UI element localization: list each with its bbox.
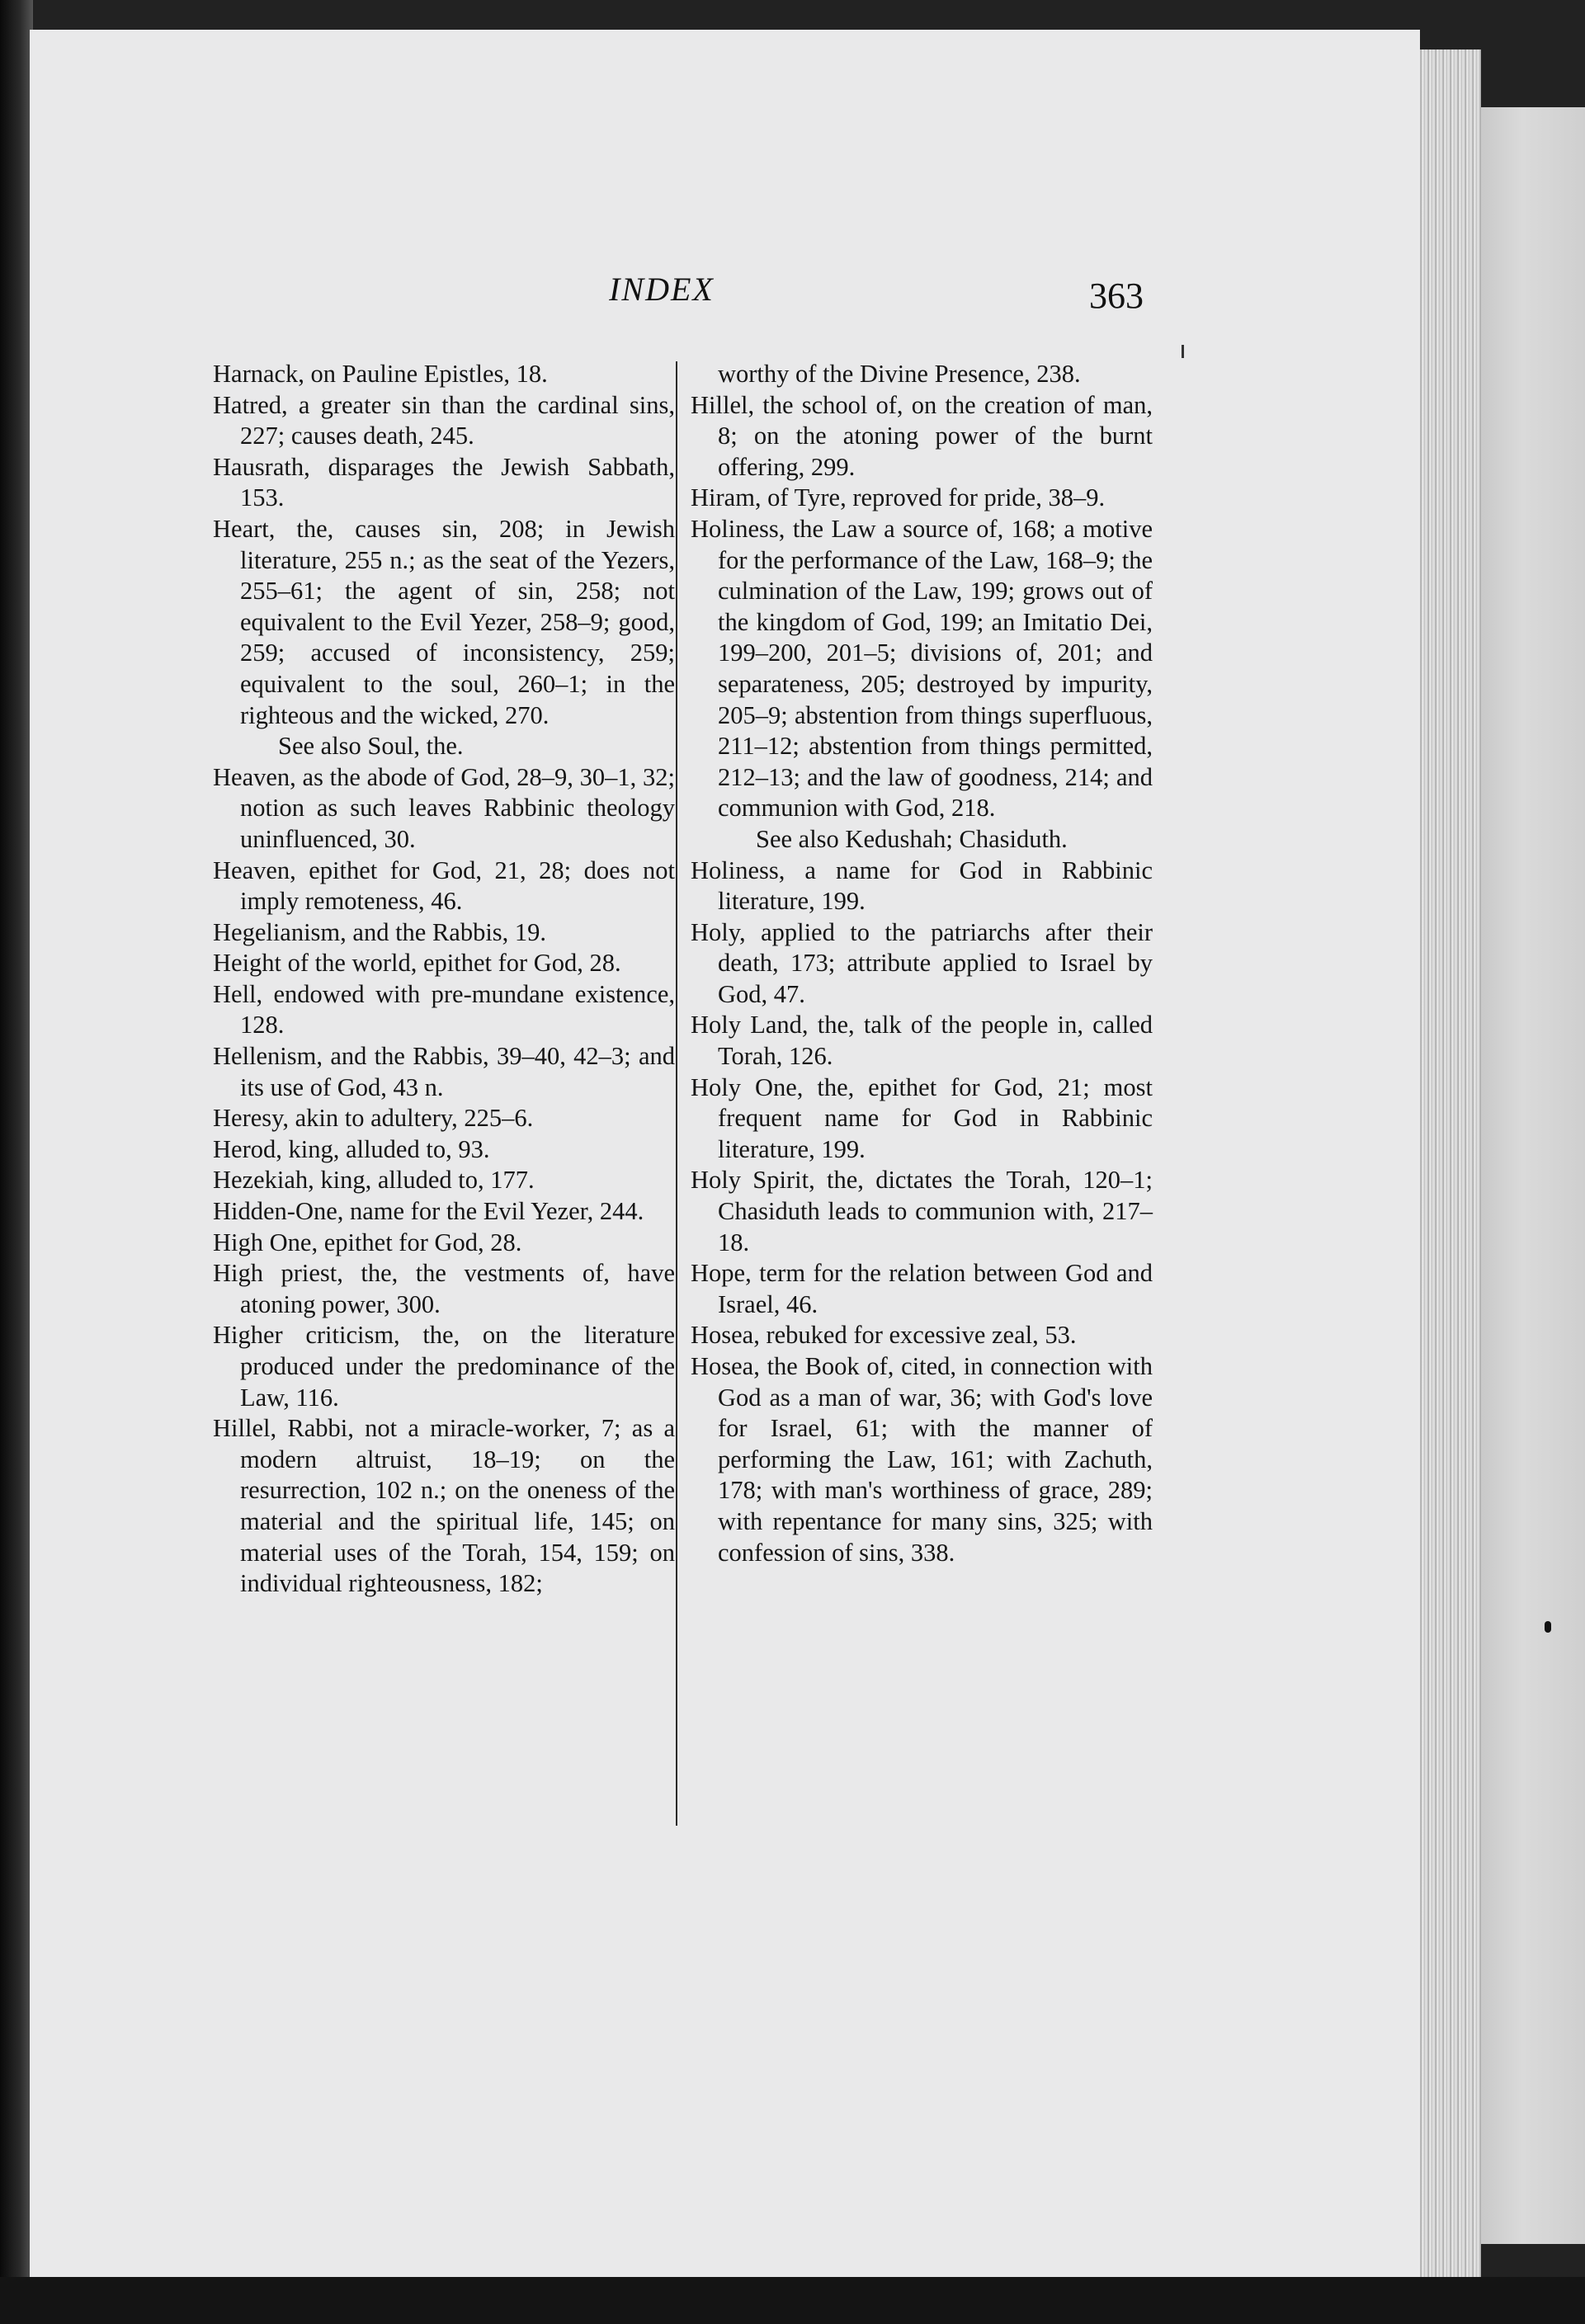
- index-entry: Holiness, the Law a source of, 168; a motive for the performance of the Law, 168–9; the culmination of the Law, 199; grows out of the kingdom of God, 199; an Imitatio Dei, 199–200, 201–5; divisions of, 201; and separateness, 205; destroyed by impurity, 205–9; abstention from things superfluous, 211–12; abstention from things permitted, 212–13; and the law of goodness, 214; and communion with God, 218.: [691, 514, 1153, 823]
- index-see-also: See also Soul, the.: [278, 732, 464, 761]
- index-entry: Holy One, the, epithet for God, 21; most frequent name for God in Rabbinic literature, 199.: [691, 1072, 1153, 1163]
- index-entry: Hiram, of Tyre, reproved for pride, 38–9.: [691, 483, 1106, 512]
- page-number: 363: [1089, 276, 1144, 316]
- index-entry: Harnack, on Pauline Epistles, 18.: [213, 360, 548, 388]
- index-entry: Heaven, as the abode of God, 28–9, 30–1, 32; notion as such leaves Rabbinic theology uninfluenced, 30.: [213, 762, 675, 853]
- index-entry: Hosea, the Book of, cited, in connection with God as a man of war, 36; with God's love for Israel, 61; with the manner of performing the Law, 161; with Zachuth, 178; with man's worthiness of grace, 289; with repentance for many sins, 325; with confession of sins, 338.: [691, 1352, 1153, 1567]
- scan-bottom-edge: [0, 2277, 1585, 2324]
- index-entry: Hegelianism, and the Rabbis, 19.: [213, 917, 547, 946]
- index-entry: Height of the world, epithet for God, 28.: [213, 949, 621, 978]
- scan-right-background: [1481, 107, 1585, 2244]
- index-entry: High priest, the, the vestments of, have atoning power, 300.: [213, 1259, 675, 1318]
- index-entry: Heaven, epithet for God, 21, 28; does not imply remoteness, 46.: [213, 856, 675, 916]
- index-entry: Holiness, a name for God in Rabbinic literature, 199.: [691, 856, 1153, 916]
- index-entry: Holy Land, the, talk of the people in, called Torah, 126.: [691, 1011, 1153, 1071]
- index-entry: Heresy, akin to adultery, 225–6.: [213, 1104, 534, 1133]
- scan-mark: [1182, 345, 1184, 358]
- index-entry: Hausrath, disparages the Jewish Sabbath, 153.: [213, 452, 675, 512]
- index-entry: Holy Spirit, the, dictates the Torah, 120–1; Chasiduth leads to communion with, 217–18.: [691, 1166, 1153, 1256]
- index-entry: Higher criticism, the, on the literature produced under the predominance of the Law, 116.: [213, 1321, 675, 1412]
- index-entry: Hidden-One, name for the Evil Yezer, 244.: [213, 1197, 644, 1226]
- index-entry: Hellenism, and the Rabbis, 39–40, 42–3; and its use of God, 43 n.: [213, 1042, 675, 1101]
- scan-speck: [1545, 1621, 1551, 1633]
- index-entry: Hell, endowed with pre-mundane existence, 128.: [213, 979, 675, 1039]
- index-entry: High One, epithet for God, 28.: [213, 1228, 522, 1256]
- index-entry: Hope, term for the relation between God and Israel, 46.: [691, 1259, 1153, 1318]
- index-column-right: [691, 359, 1153, 1568]
- index-entry: Heart, the, causes sin, 208; in Jewish literature, 255 n.; as the seat of the Yezers, 255–61; the agent of sin, 258; not equivalent to the Evil Yezer, 258–9; good, 259; accused of inconsistency, 259; equivalent to the soul, 260–1; in the righteous and the wicked, 270.: [213, 514, 675, 729]
- column-divider: [676, 361, 677, 1826]
- index-entry-continuation: worthy of the Divine Presence, 238.: [718, 360, 1081, 388]
- index-entry: Hezekiah, king, alluded to, 177.: [213, 1166, 535, 1195]
- scan-left-edge: [0, 0, 33, 2324]
- index-entry: Hatred, a greater sin than the cardinal sins, 227; causes death, 245.: [213, 390, 675, 450]
- index-entry: Hillel, the school of, on the creation of man, 8; on the atoning power of the burnt offering, 299.: [691, 390, 1153, 481]
- index-entry: Hillel, Rabbi, not a miracle-worker, 7; as a modern altruist, 18–19; on the resurrection, 102 n.; on the oneness of the material and the spiritual life, 145; on material uses of the Torah, 154, 159; on individual righteousness, 182;: [213, 1414, 675, 1598]
- index-see-also: See also Kedushah; Chasiduth.: [756, 824, 1068, 853]
- index-entry: Herod, king, alluded to, 93.: [213, 1134, 490, 1163]
- running-header: INDEX: [609, 271, 715, 308]
- index-column-left: [213, 359, 675, 1600]
- index-entry: Hosea, rebuked for excessive zeal, 53.: [691, 1321, 1077, 1350]
- index-entry: Holy, applied to the patriarchs after their death, 173; attribute applied to Israel by God, 47.: [691, 917, 1153, 1008]
